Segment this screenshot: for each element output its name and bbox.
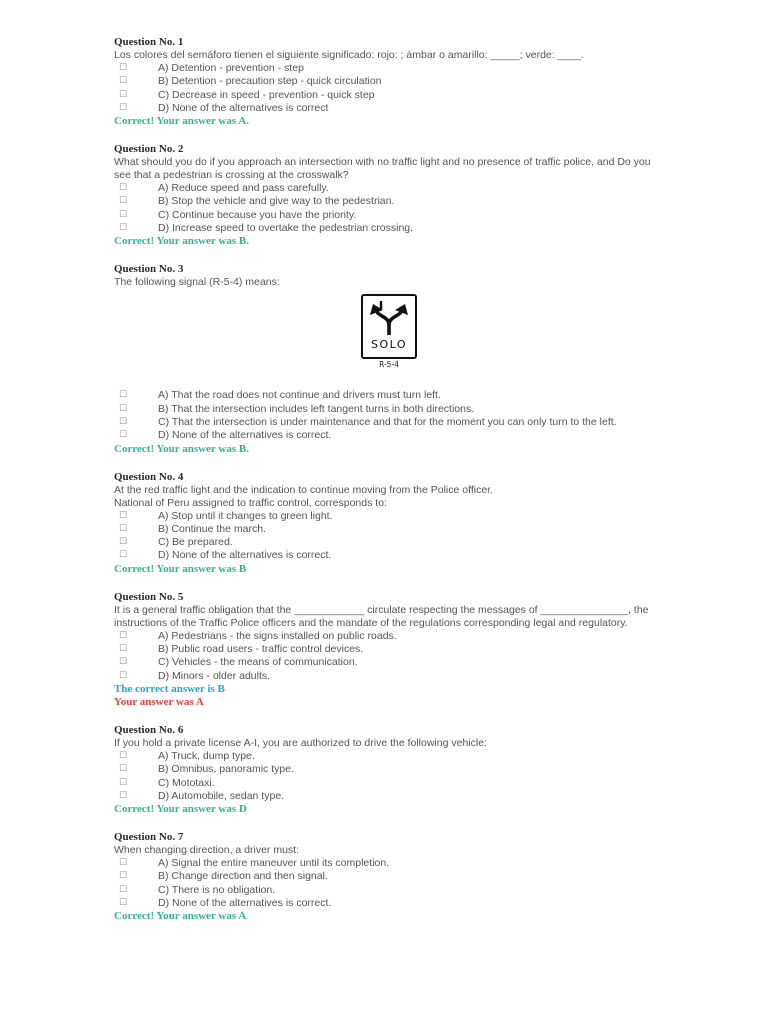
option-label: D) Minors - older adults. (158, 669, 271, 682)
option-c[interactable] (114, 884, 654, 897)
question-text: It is a general traffic obligation that the ____________ circulate respecting the messages of _______________, the instructions of the Traffic Police officers and the mandate of the regulations corresponding legal and regulatory. (114, 603, 649, 629)
option-b[interactable] (114, 763, 654, 776)
sign-code: R-5-4 (379, 360, 399, 370)
checkbox-icon[interactable]: ☐ (119, 670, 128, 681)
option-a[interactable] (114, 182, 654, 195)
option-label: A) Stop until it changes to green light. (158, 509, 333, 522)
checkbox-icon[interactable]: ☐ (119, 403, 128, 414)
checkbox-icon[interactable]: ☐ (119, 790, 128, 801)
option-label: C) Continue because you have the priority. (158, 208, 357, 221)
question-7 (114, 830, 654, 923)
option-label: B) Continue the march. (158, 522, 266, 535)
sign-word: SOLO (370, 338, 408, 352)
option-label: B) That the intersection includes left tangent turns in both directions. (158, 402, 475, 415)
option-label: C) There is no obligation. (158, 883, 276, 896)
question-title: Question No. 6 (114, 723, 184, 736)
option-c[interactable] (114, 416, 654, 429)
option-c[interactable] (114, 89, 654, 102)
traffic-sign-figure (114, 289, 654, 389)
option-a[interactable] (114, 62, 654, 75)
option-b[interactable] (114, 870, 654, 883)
quiz-results (114, 35, 654, 937)
question-title: Question No. 4 (114, 470, 184, 483)
option-b[interactable] (114, 195, 654, 208)
checkbox-icon[interactable]: ☐ (119, 223, 128, 234)
option-label: A) Truck, dump type. (158, 749, 255, 762)
checkbox-icon[interactable]: ☐ (119, 183, 128, 194)
checkbox-icon[interactable]: ☐ (119, 76, 128, 87)
option-c[interactable] (114, 209, 654, 222)
option-label: D) Increase speed to overtake the pedestrian crossing. (158, 222, 414, 235)
result-feedback: Correct! Your answer was B. (114, 442, 249, 455)
checkbox-icon[interactable]: ☐ (119, 209, 128, 220)
question-6 (114, 723, 654, 816)
result-feedback: Correct! Your answer was B. (114, 235, 249, 248)
result-feedback: Correct! Your answer was A. (114, 115, 249, 128)
option-d[interactable] (114, 549, 654, 562)
option-a[interactable] (114, 857, 654, 870)
option-label: A) Reduce speed and pass carefully. (158, 182, 329, 195)
your-answer-note: Your answer was A (114, 695, 204, 708)
question-text: National of Peru assigned to traffic control, corresponds to: (114, 496, 387, 509)
checkbox-icon[interactable]: ☐ (119, 657, 128, 668)
checkbox-icon[interactable]: ☐ (119, 89, 128, 100)
question-4 (114, 470, 654, 576)
option-b[interactable] (114, 643, 654, 656)
checkbox-icon[interactable]: ☐ (119, 537, 128, 548)
option-label: D) Automobile, sedan type. (158, 789, 285, 802)
question-text: When changing direction, a driver must: (114, 844, 300, 857)
checkbox-icon[interactable]: ☐ (119, 644, 128, 655)
question-text: At the red traffic light and the indication to continue moving from the Police officer. (114, 483, 493, 496)
option-label: B) Stop the vehicle and give way to the pedestrian. (158, 195, 395, 208)
option-d[interactable] (114, 429, 654, 442)
option-label: D) None of the alternatives is correct (158, 101, 329, 114)
checkbox-icon[interactable]: ☐ (119, 884, 128, 895)
question-title: Question No. 5 (114, 590, 184, 603)
option-b[interactable] (114, 403, 654, 416)
checkbox-icon[interactable]: ☐ (119, 858, 128, 869)
checkbox-icon[interactable]: ☐ (119, 510, 128, 521)
checkbox-icon[interactable]: ☐ (119, 898, 128, 909)
option-b[interactable] (114, 523, 654, 536)
option-label: B) Detention - precaution step - quick circulation (158, 75, 382, 88)
option-d[interactable] (114, 670, 654, 683)
option-d[interactable] (114, 897, 654, 910)
question-1 (114, 35, 654, 128)
option-a[interactable] (114, 389, 654, 402)
option-label: D) None of the alternatives is correct. (158, 429, 332, 442)
checkbox-icon[interactable]: ☐ (119, 871, 128, 882)
checkbox-icon[interactable]: ☐ (119, 63, 128, 73)
option-a[interactable] (114, 630, 654, 643)
question-title: Question No. 2 (114, 143, 184, 156)
checkbox-icon[interactable]: ☐ (119, 550, 128, 561)
option-label: A) That the road does not continue and drivers must turn left. (158, 389, 441, 402)
checkbox-icon[interactable]: ☐ (119, 196, 128, 207)
option-a[interactable] (114, 510, 654, 523)
question-title: Question No. 1 (114, 36, 184, 48)
question-3 (114, 262, 654, 455)
option-label: C) Decrease in speed - prevention - quick step (158, 88, 375, 101)
question-text: The following signal (R-5-4) means: (114, 276, 280, 289)
option-label: C) Mototaxi. (158, 776, 215, 789)
result-feedback: Correct! Your answer was A (114, 910, 247, 923)
checkbox-icon[interactable]: ☐ (119, 777, 128, 788)
checkbox-icon[interactable]: ☐ (119, 430, 128, 441)
option-a[interactable] (114, 750, 654, 763)
question-text: Los colores del semáforo tienen el siguiente significado: rojo: ; ámbar o amarillo: _____; verde: ____. (114, 49, 584, 61)
traffic-sign (361, 294, 417, 359)
option-label: D) None of the alternatives is correct. (158, 897, 332, 910)
option-d[interactable] (114, 222, 654, 235)
checkbox-icon[interactable]: ☐ (119, 102, 128, 113)
option-label: C) That the intersection is under maintenance and that for the moment you can only turn to the left. (158, 415, 617, 428)
question-title: Question No. 3 (114, 263, 184, 276)
option-c[interactable] (114, 777, 654, 790)
checkbox-icon[interactable]: ☐ (119, 630, 128, 641)
option-label: B) Change direction and then signal. (158, 870, 328, 883)
question-text: If you hold a private license A-I, you are authorized to drive the following vehicle: (114, 736, 487, 749)
checkbox-icon[interactable]: ☐ (119, 523, 128, 534)
option-d[interactable] (114, 790, 654, 803)
option-label: C) Be prepared. (158, 536, 233, 549)
option-label: B) Omnibus, panoramic type. (158, 763, 294, 776)
question-title: Question No. 7 (114, 831, 184, 844)
result-feedback: Correct! Your answer was B (114, 562, 247, 575)
option-c[interactable] (114, 536, 654, 549)
split-turn-arrows-icon (369, 301, 409, 337)
checkbox-icon[interactable]: ☐ (119, 750, 128, 761)
option-label: A) Signal the entire maneuver until its completion. (158, 857, 390, 870)
question-text: What should you do if you approach an intersection with no traffic light and no presence of traffic police, and Do you see that a pedestrian is crossing at the crosswalk? (114, 156, 651, 182)
checkbox-icon[interactable]: ☐ (119, 764, 128, 775)
option-label: C) Vehicles - the means of communication. (158, 656, 358, 669)
result-feedback: Correct! Your answer was D (114, 803, 247, 816)
option-label: A) Pedestrians - the signs installed on public roads. (158, 629, 397, 642)
option-b[interactable] (114, 75, 654, 88)
question-5 (114, 590, 654, 709)
question-2 (114, 142, 654, 248)
option-label: A) Detention - prevention - step (158, 62, 304, 74)
checkbox-icon[interactable]: ☐ (119, 390, 128, 401)
option-label: B) Public road users - traffic control devices. (158, 643, 364, 656)
option-c[interactable] (114, 656, 654, 669)
option-label: D) None of the alternatives is correct. (158, 549, 332, 562)
checkbox-icon[interactable]: ☐ (119, 416, 128, 427)
option-d[interactable] (114, 102, 654, 115)
correct-answer-note: The correct answer is B (114, 682, 225, 695)
